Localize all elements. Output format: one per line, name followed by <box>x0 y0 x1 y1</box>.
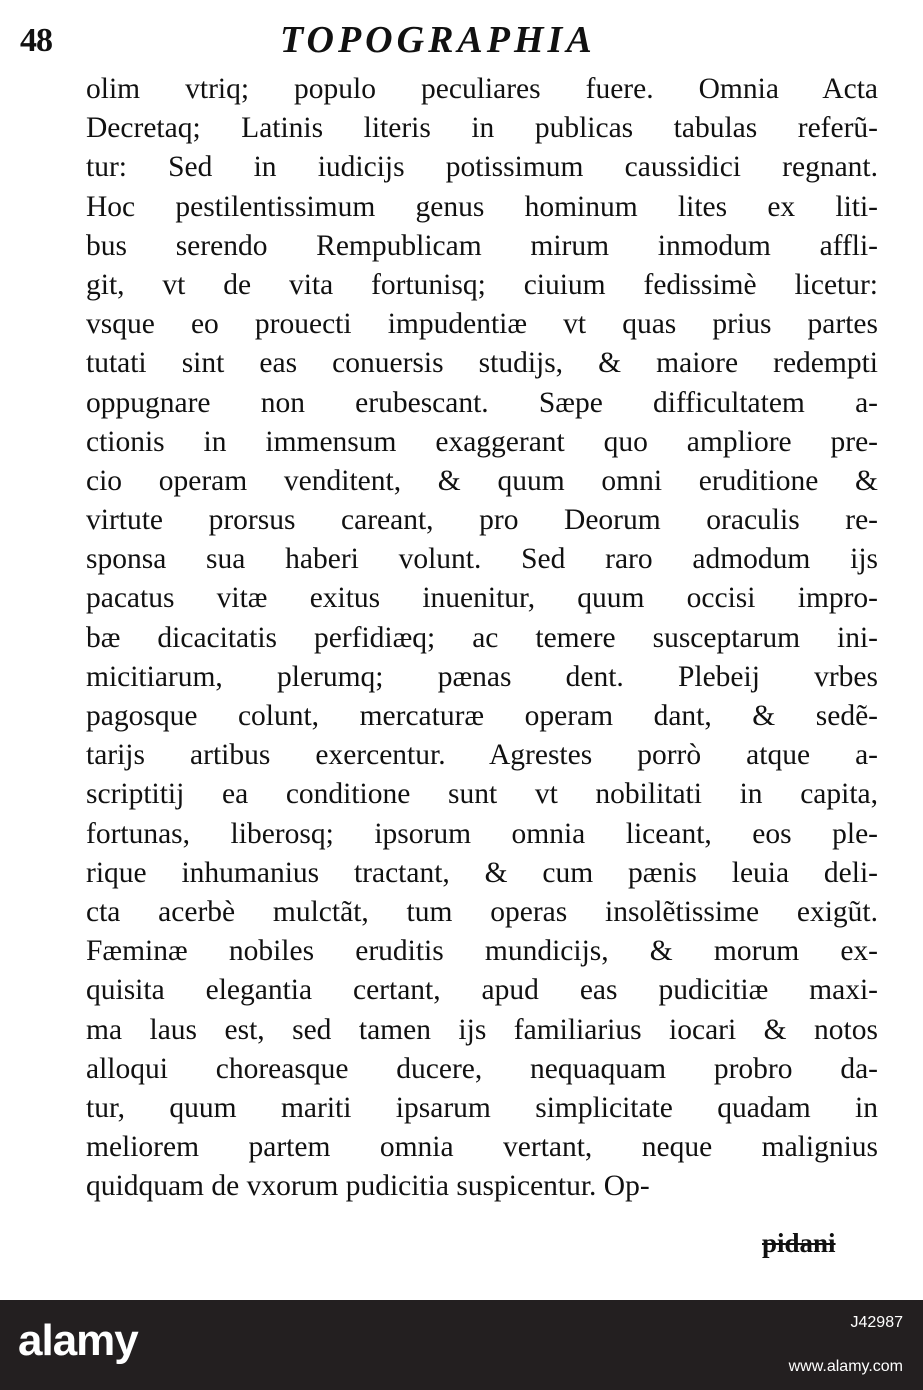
text-line: bus serendo Rempublicam mirum inmodum affli- <box>86 229 878 262</box>
text-line: vsque eo prouecti impudentiæ vt quas prius partes <box>86 308 878 341</box>
text-line: git, vt de vita fortunisq; ciuium fedissimè licetur: <box>86 268 878 301</box>
alamy-logo: alamy <box>18 1316 138 1365</box>
text-line: micitiarum, plerumq; pænas dent. Plebeij vrbes <box>86 660 878 693</box>
text-line: Hoc pestilentissimum genus hominum lites ex liti- <box>86 190 878 223</box>
text-line: ctionis in immensum exaggerant quo ampliore pre- <box>86 425 878 458</box>
text-line: fortunas, liberosq; ipsorum omnia liceant, eos ple- <box>86 817 878 850</box>
text-line: cta acerbè mulctãt, tum operas insolẽtissime exigũt. <box>86 895 878 928</box>
running-head: TOPOGRAPHIA <box>280 19 596 61</box>
text-line: rique inhumanius tractant, & cum pænis leuia deli- <box>86 856 878 889</box>
text-line: olim vtriq; populo peculiares fuere. Omnia Acta <box>86 73 878 105</box>
text-line: alloqui choreasque ducere, nequaquam probro da- <box>86 1052 878 1085</box>
text-line: quisita elegantia certant, apud eas pudicitiæ maxi- <box>86 974 878 1007</box>
site-url: www.alamy.com <box>788 1358 903 1375</box>
text-line: tutati sint eas conuersis studijs, & maiore redempti <box>86 347 878 380</box>
text-line: pagosque colunt, mercaturæ operam dant, & sedẽ- <box>86 700 878 732</box>
text-line: tur: Sed in iudicijs potissimum caussidici regnant. <box>86 151 878 184</box>
watermark-footer <box>0 1300 923 1390</box>
text-line: bæ dicacitatis perfidiæq; ac temere susceptarum ini- <box>86 621 878 654</box>
text-line: cio operam venditent, & quum omni eruditione & <box>86 464 878 497</box>
image-id: J42987 <box>850 1314 903 1331</box>
text-line: quidquam de vxorum pudicitia suspicentur. Op- <box>86 1170 650 1203</box>
catchword: pidani <box>762 1228 836 1258</box>
text-line: oppugnare non erubescant. Sæpe difficultatem a- <box>86 386 878 419</box>
text-line: tarijs artibus exercentur. Agrestes porrò atque a- <box>86 739 878 772</box>
text-line: meliorem partem omnia vertant, neque malignius <box>86 1131 878 1164</box>
text-line: scriptitij ea conditione sunt vt nobilitati in capita, <box>86 778 878 811</box>
text-line: Decretaq; Latinis literis in publicas tabulas referũ- <box>86 112 878 145</box>
text-line: tur, quum mariti ipsarum simplicitate quadam in <box>86 1091 878 1124</box>
text-line: Fæminæ nobiles eruditis mundicijs, & morum ex- <box>86 935 878 968</box>
body-text <box>86 70 878 1206</box>
page-number: 48 <box>20 22 52 59</box>
text-line: ma laus est, sed tamen ijs familiarius iocari & notos <box>86 1013 878 1046</box>
text-line: pacatus vitæ exitus inuenitur, quum occisi impro- <box>86 582 878 615</box>
text-line: virtute prorsus careant, pro Deorum oraculis re- <box>86 504 878 537</box>
text-line: sponsa sua haberi volunt. Sed raro admodum ijs <box>86 543 878 576</box>
